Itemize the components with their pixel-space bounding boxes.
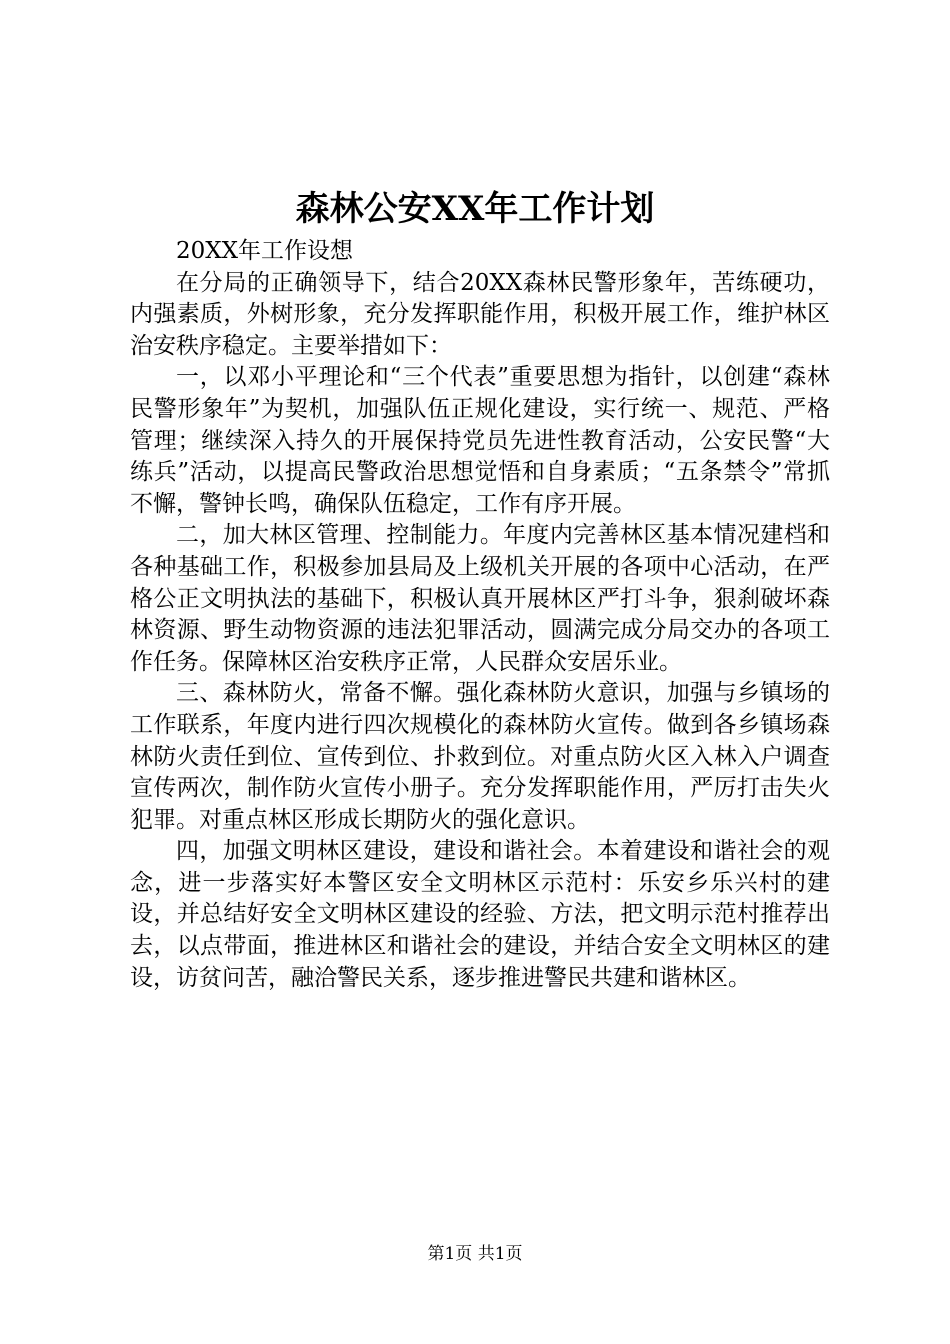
document-body: [130, 236, 830, 994]
paragraph-item-3: 三、森林防火，常备不懈。强化森林防火意识，加强与乡镇场的工作联系，年度内进行四次规模化的森林防火宣传。做到各乡镇场森林防火责任到位、宣传到位、扑救到位。对重点防火区入林入户调查宣传两次，制作防火宣传小册子。充分发挥职能作用，严厉打击失火犯罪。对重点林区形成长期防火的强化意识。: [130, 680, 830, 833]
paragraph-intro: 在分局的正确领导下，结合20XX森林民警形象年，苦练硬功，内强素质，外树形象，充分发挥职能作用，积极开展工作，维护林区治安秩序稳定。主要举措如下：: [130, 269, 830, 359]
paragraph-item-1: 一，以邓小平理论和“三个代表”重要思想为指针，以创建“森林民警形象年”为契机，加强队伍正规化建设，实行统一、规范、严格管理；继续深入持久的开展保持党员先进性教育活动，公安民警“大练兵”活动，以提高民警政治思想觉悟和自身素质；“五条禁令”常抓不懈，警钟长鸣，确保队伍稳定，工作有序开展。: [130, 364, 830, 517]
paragraph-item-2: 二，加大林区管理、控制能力。年度内完善林区基本情况建档和各种基础工作，积极参加县局及上级机关开展的各项中心活动，在严格公正文明执法的基础下，积极认真开展林区严打斗争，狠刹破坏森林资源、野生动物资源的违法犯罪活动，圆满完成分局交办的各项工作任务。保障林区治安秩序正常，人民群众安居乐业。: [130, 522, 830, 675]
page-footer: 第1页 共1页: [427, 1244, 523, 1264]
paragraph-subtitle: 20XX年工作设想: [176, 238, 354, 264]
paragraph-item-4: 四，加强文明林区建设，建设和谐社会。本着建设和谐社会的观念，进一步落实好本警区安全文明林区示范村：乐安乡乐兴村的建设，并总结好安全文明林区建设的经验、方法，把文明示范村推荐出去，以点带面，推进林区和谐社会的建设，并结合安全文明林区的建设，访贫问苦，融洽警民关系，逐步推进警民共建和谐林区。: [130, 838, 830, 991]
document-title: 森林公安XX年工作计划: [295, 189, 655, 229]
